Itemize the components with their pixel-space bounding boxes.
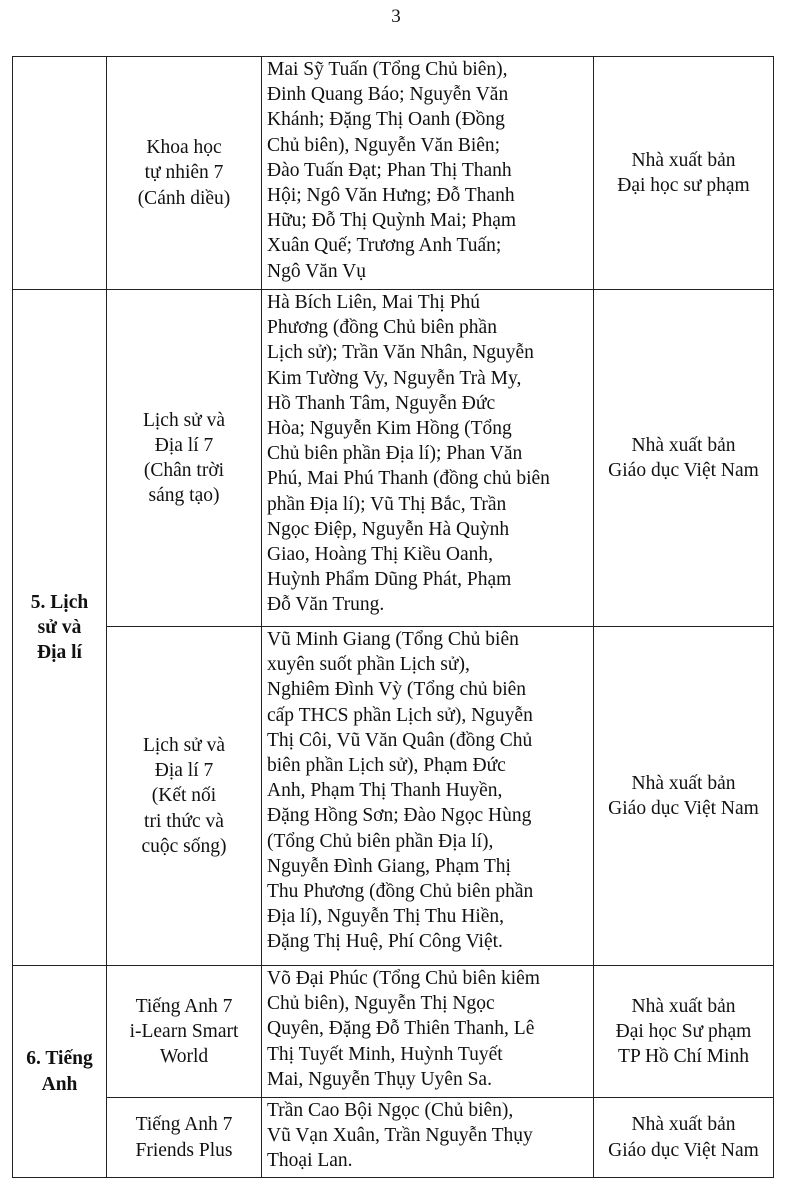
author-line: Đào Tuấn Đạt; Phan Thị Thanh xyxy=(267,159,512,181)
table-row xyxy=(13,57,774,290)
publisher-line: Giáo dục Việt Nam xyxy=(608,460,759,481)
book-title-line: cuộc sống) xyxy=(141,835,227,857)
page-number: 3 xyxy=(391,6,401,27)
publisher-line: Nhà xuất bản xyxy=(631,772,736,794)
book-title-line: (Cánh diều) xyxy=(137,187,231,209)
author-line: biên phần Lịch sử), Phạm Đức xyxy=(267,755,506,777)
author-line: Giao, Hoàng Thị Kiều Oanh, xyxy=(267,544,494,566)
book-title-line: i-Learn Smart xyxy=(129,1020,239,1042)
publisher-line: Nhà xuất bản xyxy=(631,149,736,171)
publisher-line: Nhà xuất bản xyxy=(631,434,736,456)
author-line: Mai Sỹ Tuấn (Tổng Chủ biên), xyxy=(267,59,508,80)
author-line: Chủ biên phần Địa lí); Phan Văn xyxy=(267,443,523,465)
author-line: Trần Cao Bội Ngọc (Chủ biên), xyxy=(267,1100,514,1121)
author-line: Chủ biên), Nguyễn Văn Biên; xyxy=(267,134,501,156)
subject-cell-empty xyxy=(13,57,107,290)
author-line: Vũ Vạn Xuân, Trần Nguyễn Thụy xyxy=(267,1125,533,1147)
book-title-line: sáng tạo) xyxy=(148,485,220,507)
publisher-line: Nhà xuất bản xyxy=(631,995,736,1017)
book-title-line: Tiếng Anh 7 xyxy=(135,995,233,1017)
publisher-cell xyxy=(594,966,774,1098)
book-title-cell xyxy=(107,1098,262,1178)
author-line: Đặng Hồng Sơn; Đào Ngọc Hùng xyxy=(267,805,532,827)
author-line: phần Địa lí); Vũ Thị Bắc, Trần xyxy=(267,493,507,515)
book-title-line: Friends Plus xyxy=(135,1139,233,1161)
authors-cell xyxy=(262,966,594,1098)
author-line: Mai, Nguyễn Thụy Uyên Sa. xyxy=(267,1068,492,1090)
book-title-line: Khoa học xyxy=(146,137,222,159)
book-title-line: (Kết nối xyxy=(151,785,217,807)
subject-line: sử và xyxy=(37,616,82,638)
author-line: Địa lí), Nguyễn Thị Thu Hiền, xyxy=(267,906,505,928)
author-line: xuyên suốt phần Lịch sử), xyxy=(267,654,470,676)
author-line: Thị Côi, Vũ Văn Quân (đồng Chủ xyxy=(267,729,533,751)
author-line: Hòa; Nguyễn Kim Hồng (Tổng xyxy=(267,418,512,440)
author-line: Ngọc Điệp, Nguyễn Hà Quỳnh xyxy=(267,518,510,540)
publisher-line: TP Hồ Chí Minh xyxy=(618,1046,749,1068)
author-line: Xuân Quế; Trương Anh Tuấn; xyxy=(267,235,502,257)
publisher-line: Giáo dục Việt Nam xyxy=(608,798,759,819)
subject-line: Anh xyxy=(41,1073,78,1095)
subject-cell xyxy=(13,290,107,966)
author-line: Hồ Thanh Tâm, Nguyễn Đức xyxy=(267,392,496,414)
author-line: Kim Tường Vy, Nguyễn Trà My, xyxy=(267,367,522,389)
subject-cell xyxy=(13,966,107,1178)
book-title-line: Địa lí 7 xyxy=(154,434,214,456)
author-line: cấp THCS phần Lịch sử), Nguyễn xyxy=(267,704,533,726)
publisher-line: Đại học sư phạm xyxy=(617,175,750,196)
author-line: Đinh Quang Báo; Nguyễn Văn xyxy=(267,84,509,106)
publisher-line: Nhà xuất bản xyxy=(631,1114,736,1136)
author-line: Phương (đồng Chủ biên phần xyxy=(267,317,497,339)
author-line: Hà Bích Liên, Mai Thị Phú xyxy=(267,292,481,313)
book-title-cell xyxy=(107,627,262,966)
author-line: Ngô Văn Vụ xyxy=(267,260,366,282)
author-line: Thị Tuyết Minh, Huỳnh Tuyết xyxy=(267,1043,503,1065)
author-line: Khánh; Đặng Thị Oanh (Đồng xyxy=(267,109,505,131)
book-title-line: Địa lí 7 xyxy=(154,760,214,782)
publisher-cell xyxy=(594,57,774,290)
publisher-cell xyxy=(594,290,774,627)
table-row xyxy=(13,627,774,966)
book-title-line: tri thức và xyxy=(144,810,224,832)
book-title-line: tự nhiên 7 xyxy=(144,162,224,184)
book-title-line: Lịch sử và xyxy=(142,734,226,756)
author-line: Huỳnh Phẩm Dũng Phát, Phạm xyxy=(267,569,512,591)
author-line: Anh, Phạm Thị Thanh Huyền, xyxy=(267,780,503,802)
author-line: Quyên, Đặng Đỗ Thiên Thanh, Lê xyxy=(267,1018,535,1040)
book-title-cell xyxy=(107,966,262,1098)
author-line: Thoại Lan. xyxy=(267,1150,353,1172)
author-line: Nguyễn Đình Giang, Phạm Thị xyxy=(267,855,511,877)
author-line: Phú, Mai Phú Thanh (đồng chủ biên xyxy=(267,468,550,490)
subject-line: 6. Tiếng xyxy=(26,1048,93,1070)
table-row xyxy=(13,1098,774,1178)
author-line: Hữu; Đỗ Thị Quỳnh Mai; Phạm xyxy=(267,210,517,232)
table-row xyxy=(13,290,774,627)
book-title-line: Tiếng Anh 7 xyxy=(135,1114,233,1136)
table-row xyxy=(13,966,774,1098)
author-line: (Tổng Chủ biên phần Địa lí), xyxy=(267,830,494,852)
author-line: Thu Phương (đồng Chủ biên phần xyxy=(267,881,534,903)
publisher-line: Đại học Sư phạm xyxy=(615,1020,752,1042)
author-line: Nghiêm Đình Vỳ (Tổng chủ biên xyxy=(267,679,527,701)
subject-line: 5. Lịch xyxy=(30,591,89,613)
author-line: Đỗ Văn Trung. xyxy=(267,594,385,616)
author-line: Chủ biên), Nguyễn Thị Ngọc xyxy=(267,993,495,1015)
authors-cell xyxy=(262,1098,594,1178)
author-line: Hội; Ngô Văn Hưng; Đỗ Thanh xyxy=(267,185,515,207)
book-title-line: World xyxy=(159,1046,209,1068)
author-line: Võ Đại Phúc (Tổng Chủ biên kiêm xyxy=(267,968,540,989)
author-line: Lịch sử); Trần Văn Nhân, Nguyễn xyxy=(267,342,534,364)
authors-cell xyxy=(262,290,594,627)
book-title-line: Lịch sử và xyxy=(142,409,226,431)
textbook-table xyxy=(12,56,774,1178)
publisher-cell xyxy=(594,627,774,966)
book-title-cell xyxy=(107,57,262,290)
publisher-line: Giáo dục Việt Nam xyxy=(608,1139,759,1161)
publisher-cell xyxy=(594,1098,774,1178)
book-title-cell xyxy=(107,290,262,627)
author-line: Vũ Minh Giang (Tổng Chủ biên xyxy=(267,629,519,650)
subject-line: Địa lí xyxy=(37,642,82,664)
book-title-line: (Chân trời xyxy=(143,460,225,481)
authors-cell xyxy=(262,57,594,290)
author-line: Đặng Thị Huệ, Phí Công Việt. xyxy=(267,931,503,953)
authors-cell xyxy=(262,627,594,966)
